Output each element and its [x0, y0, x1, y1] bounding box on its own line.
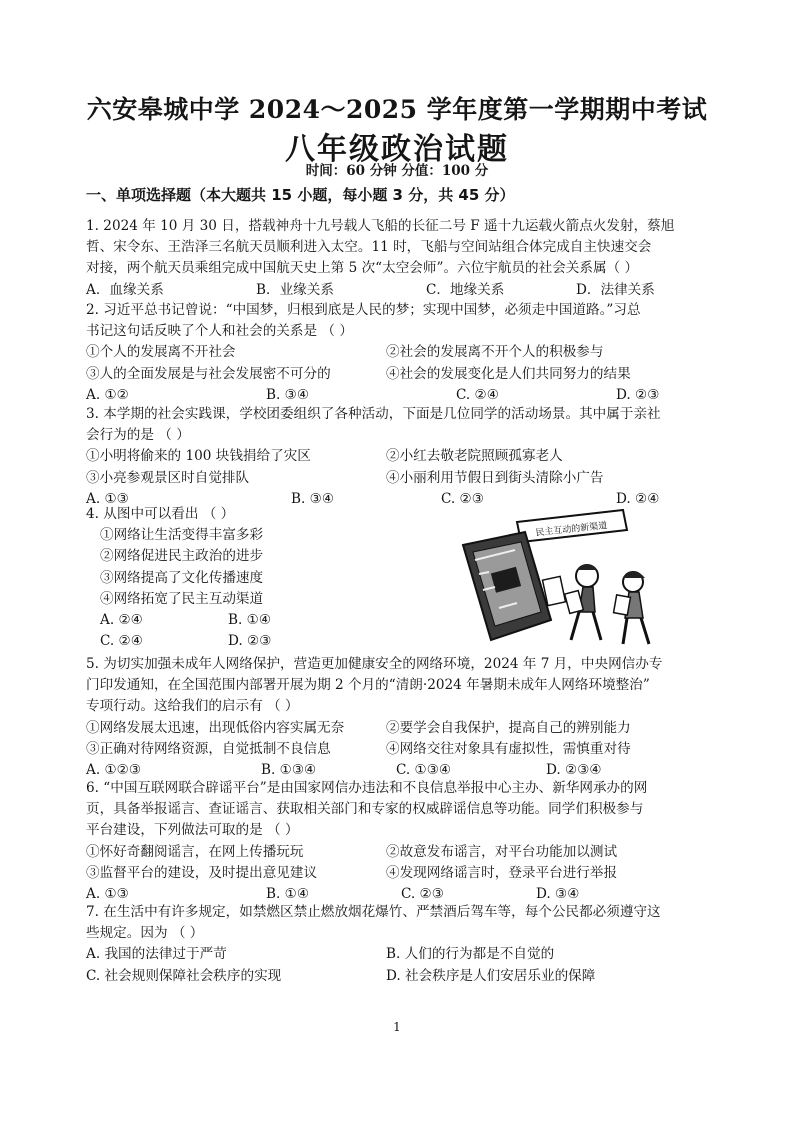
option-c: C．地缘关系	[426, 281, 505, 298]
option-b: B．业缘关系	[256, 281, 334, 298]
question-3	[86, 404, 716, 510]
option-a: A. ①③	[86, 490, 129, 507]
option-b: B. ①④	[228, 612, 272, 629]
question-stem-line: 会行为的是 （ ）	[86, 427, 190, 444]
options-row	[86, 631, 446, 652]
option-a: A. ②④	[100, 612, 143, 629]
item-4: ④小丽利用节假日到街头清除小广告	[386, 469, 604, 486]
exam-title: 六安皋城中学 2024～2025 学年度第一学期期中考试	[86, 95, 708, 124]
question-2	[86, 300, 716, 406]
item-2: ②社会的发展离不开个人的积极参与	[386, 344, 604, 361]
options-row	[86, 966, 716, 987]
option-b: B. 人们的行为都是不自觉的	[386, 946, 555, 963]
option-c: C. ①③④	[396, 762, 452, 779]
item-1: ①怀好奇翻阅谣言，在网上传播玩玩	[86, 843, 304, 860]
page-number: 1	[393, 1020, 401, 1034]
question-stem-line: 专项行动。这给我们的启示有 （ ）	[86, 698, 299, 715]
option-c: C. ②③	[401, 886, 444, 903]
items-row	[86, 718, 716, 739]
items-row	[86, 446, 716, 467]
items-row	[86, 842, 716, 863]
question-stem-line: 5. 为切实加强未成年人网络保护，营造更加健康安全的网络环境，2024 年 7 月，中央网信办专	[86, 656, 663, 672]
option-d: D. ②③	[616, 386, 660, 403]
item-4: ④社会的发展变化是人们共同努力的结果	[386, 365, 631, 382]
question-stem-line: 2. 习近平总书记曾说：“中国梦，归根到底是人民的梦；实现中国梦，必须走中国道路。”习总	[86, 302, 641, 318]
question-4	[86, 504, 446, 652]
question-stem-line: 4. 从图中可以看出 （ ）	[86, 506, 235, 522]
items-row	[86, 342, 716, 363]
option-b: B. ③④	[291, 490, 335, 507]
option-d: D. 社会秩序是人们安居乐业的保障	[386, 967, 596, 984]
item-4: ④网络交往对象具有虚拟性，需慎重对待	[386, 740, 631, 757]
question-stem-line: 书记这句话反映了个人和社会的关系是 （ ）	[86, 323, 353, 340]
option-c: C. ②④	[100, 633, 143, 650]
question-stem-line: 些规定。因为 （ ）	[86, 925, 204, 942]
option-a: A. ①②③	[86, 762, 142, 779]
option-a: A．血缘关系	[86, 281, 164, 298]
items-row	[86, 468, 716, 489]
question-5	[86, 654, 716, 781]
item-1: ①网络让生活变得丰富多彩	[100, 527, 264, 544]
item-2: ②故意发布谣言，对平台功能加以测试	[386, 843, 618, 860]
options-row	[86, 385, 716, 406]
question-stem-line: 页，具备举报谣言、查证谣言、获取相关部门和专家的权威辟谣信息等功能。同学们积极参与	[86, 801, 644, 818]
option-a: A. ①③	[86, 886, 129, 903]
options-row	[86, 280, 716, 301]
option-c: C. 社会规则保障社会秩序的实现	[86, 967, 282, 984]
question-stem-line: 3. 本学期的社会实践课，学校团委组织了各种活动，下面是几位同学的活动场景。其中属于亲社	[86, 406, 661, 422]
section-heading: 一、单项选择题（本大题共 15 小题，每小题 3 分，共 45 分）	[86, 186, 515, 204]
item-3: ③正确对待网络资源，自觉抵制不良信息	[86, 740, 331, 757]
item-3: ③人的全面发展是与社会发展密不可分的	[86, 365, 331, 382]
option-d: D. ②③	[228, 633, 272, 650]
items-row	[86, 364, 716, 385]
option-b: B. ①③④	[261, 762, 317, 779]
items-row	[86, 863, 716, 884]
option-d: D. ②④	[616, 490, 660, 507]
question-6	[86, 778, 716, 905]
item-1: ①小明将偷来的 100 块钱捐给了灾区	[86, 448, 311, 465]
option-a: A. ①②	[86, 386, 129, 403]
option-d: D．法律关系	[576, 281, 655, 298]
question-stem-line: 7. 在生活中有许多规定，如禁燃区禁止燃放烟花爆竹、严禁酒后驾车等，每个公民都必须遵守这	[86, 904, 661, 920]
item-4: ④发现网络谣言时，登录平台进行举报	[386, 864, 618, 881]
subject-title: 八年级政治试题	[285, 132, 509, 167]
options-row	[86, 610, 446, 631]
question-7	[86, 902, 716, 987]
question-stem-line: 哲、宋令东、王浩泽三名航天员顺利进入太空。11 时，飞船与空间站组合体完成自主快速交会	[86, 239, 652, 256]
item-1: ①网络发展太迅速，出现低俗内容实属无奈	[86, 719, 345, 736]
question-stem-line: 对接，两个航天员乘组完成中国航天史上第 5 次“太空会师”。六位宇航员的社会关系属（ ）	[86, 260, 639, 277]
option-d: D. ③④	[536, 886, 580, 903]
item-2: ②小红去敬老院照顾孤寡老人	[386, 448, 563, 465]
exam-meta: 时间：60 分钟 分值：100 分	[305, 163, 489, 179]
item-3: ③小亮参观景区时自觉排队	[86, 469, 250, 486]
cartoon-illustration	[455, 500, 665, 650]
item-1: ①个人的发展离不开社会	[86, 344, 236, 361]
item-2: ②网络促进民主政治的进步	[100, 548, 264, 565]
option-b: B. ③④	[266, 386, 310, 403]
option-a: A. 我国的法律过于严苛	[86, 946, 227, 963]
option-c: C. ②③	[441, 490, 484, 507]
item-3: ③监督平台的建设，及时提出意见建议	[86, 864, 318, 881]
item-3: ③网络提高了文化传播速度	[100, 569, 264, 586]
option-d: D. ②③④	[546, 762, 602, 779]
question-1	[86, 216, 716, 301]
item-2: ②要学会自我保护，提高自己的辨别能力	[386, 719, 631, 736]
question-stem-line: 门印发通知，在全国范围内部署开展为期 2 个月的“清朗·2024 年暑期未成年人网络环境整治”	[86, 677, 650, 694]
banner-text: 民主互动的新渠道	[535, 521, 608, 539]
question-stem-line: 6. “中国互联网联合辟谣平台”是由国家网信办违法和不良信息举报中心主办、新华网承办的网	[86, 780, 648, 796]
option-c: C. ②④	[456, 386, 499, 403]
item-4: ④网络拓宽了民主互动渠道	[100, 590, 264, 607]
question-stem-line: 平台建设，下列做法可取的是 （ ）	[86, 822, 299, 839]
option-b: B. ①④	[266, 886, 310, 903]
options-row	[86, 944, 716, 965]
question-stem-line: 1. 2024 年 10 月 30 日，搭载神舟十九号载人飞船的长征二号 F 遥十九运载火箭点火发射，蔡旭	[86, 218, 675, 234]
items-row	[86, 739, 716, 760]
